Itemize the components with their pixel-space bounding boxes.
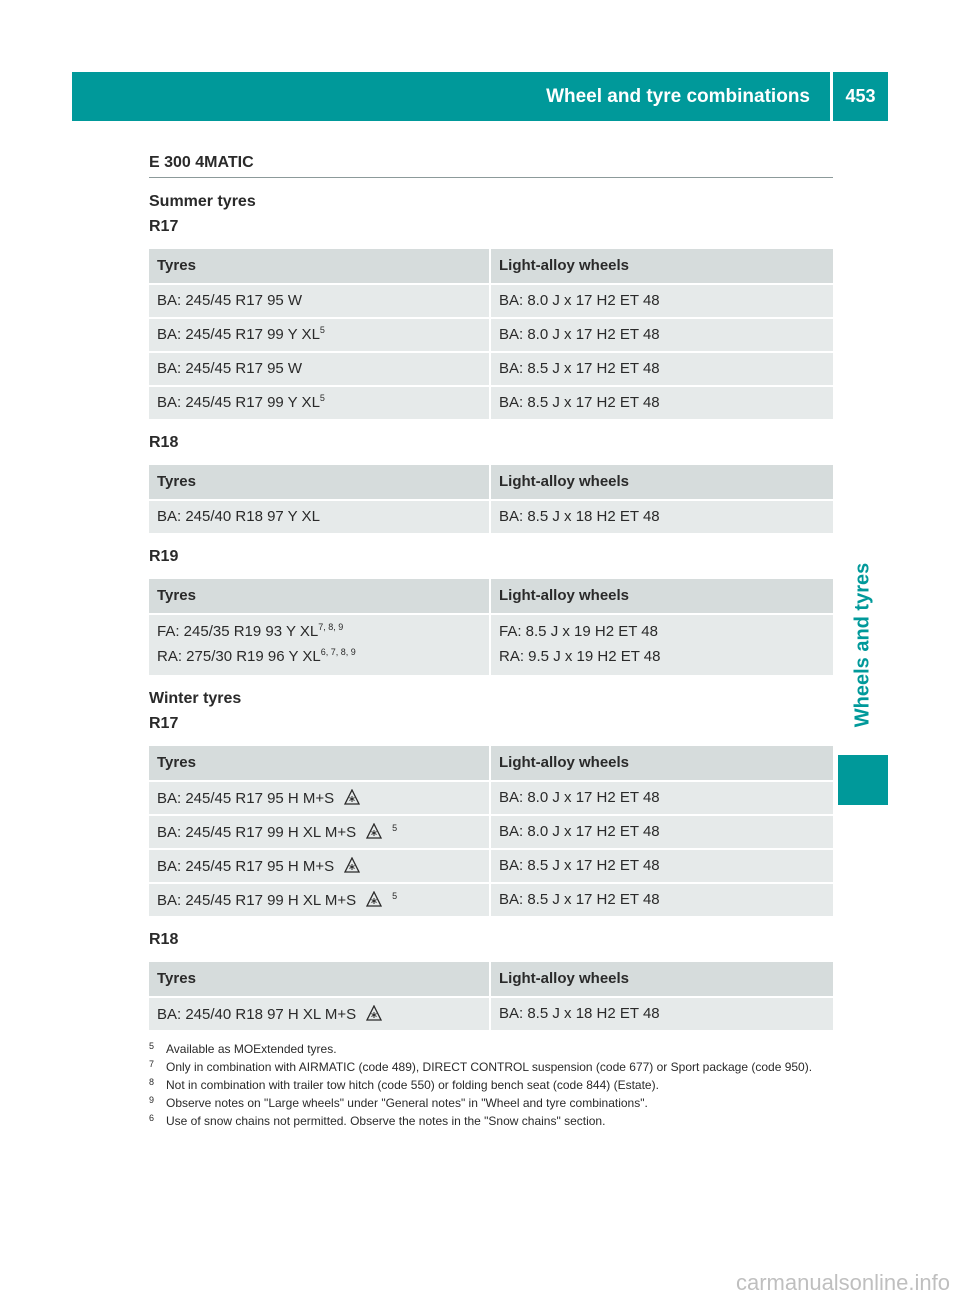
wheel-cell: BA: 8.5 J x 17 H2 ET 48: [491, 387, 833, 419]
wheel-cell: BA: 8.5 J x 18 H2 ET 48: [491, 998, 833, 1030]
summer-r18-label: R18: [149, 434, 179, 451]
col-header-tyres: Tyres: [149, 579, 491, 613]
col-header-tyres: Tyres: [149, 746, 491, 780]
col-header-wheels: Light-alloy wheels: [491, 746, 833, 780]
table-row: [149, 816, 833, 848]
footnote-ref: 5: [319, 393, 325, 403]
footnote-ref: 5: [319, 325, 325, 335]
col-header-tyres: Tyres: [149, 249, 491, 283]
mountain-snowflake-icon: [366, 891, 382, 907]
watermark: carmanualsonline.info: [735, 1270, 950, 1295]
tyre-cell: FA: 245/35 R19 93 Y XL$^{7, 8, 9}$ RA: 275/30 R19 96 Y XL$^{6, 7, 8, 9}$: [149, 615, 491, 675]
tyre-cell: BA: 245/40 R18 97 Y XL: [149, 501, 491, 533]
table-header-row: [149, 465, 833, 499]
tyre-cell: BA: 245/45 R17 95 H M+S: [149, 782, 491, 814]
winter-r18-table: [149, 960, 833, 1032]
tyre-cell: BA: 245/45 R17 95 W: [149, 285, 491, 317]
footnote: 9 Observe notes on "Large wheels" under "General notes" in "Wheel and tyre combinations".: [149, 1095, 648, 1110]
col-header-wheels: Light-alloy wheels: [491, 465, 833, 499]
col-header-wheels: Light-alloy wheels: [491, 579, 833, 613]
table-row: [149, 782, 833, 814]
table-row: [149, 501, 833, 533]
summer-r18-table: [149, 463, 833, 535]
side-tab-label: Wheels and tyres: [851, 562, 874, 728]
footnote-ref: 6, 7, 8, 9: [320, 647, 356, 657]
footnote-ref: 7, 8, 9: [318, 622, 344, 632]
summer-r17-table: [149, 247, 833, 421]
wheel-cell: BA: 8.0 J x 17 H2 ET 48: [491, 285, 833, 317]
tyre-cell: BA: 245/40 R18 97 H XL M+S: [149, 998, 491, 1030]
wheel-cell: BA: 8.0 J x 17 H2 ET 48: [491, 816, 833, 848]
table-row: [149, 353, 833, 385]
tyre-cell: BA: 245/45 R17 95 H M+S: [149, 850, 491, 882]
table-row: [149, 285, 833, 317]
summer-r17-label: R17: [149, 218, 179, 235]
wheel-cell: BA: 8.5 J x 17 H2 ET 48: [491, 884, 833, 916]
wheel-cell: BA: 8.0 J x 17 H2 ET 48: [491, 782, 833, 814]
page-header: [72, 72, 888, 121]
tyre-cell: BA: 245/45 R17 95 W: [149, 353, 491, 385]
col-header-wheels: Light-alloy wheels: [491, 249, 833, 283]
wheel-cell: BA: 8.5 J x 17 H2 ET 48: [491, 850, 833, 882]
tyre-cell: BA: 245/45 R17 99 Y $XL^5$: [149, 319, 491, 351]
wheel-cell: BA: 8.0 J x 17 H2 ET 48: [491, 319, 833, 351]
model-title: E 300 4MATIC: [149, 150, 833, 178]
winter-tyres-heading: Winter tyres: [149, 690, 242, 707]
table-row: [149, 319, 833, 351]
table-header-row: [149, 249, 833, 283]
side-tab: [838, 540, 888, 750]
mountain-snowflake-icon: [344, 789, 360, 805]
table-row: [149, 998, 833, 1030]
footnotes: [149, 1040, 833, 1130]
mountain-snowflake-icon: [366, 1005, 382, 1021]
table-row: [149, 615, 833, 675]
tyre-cell: BA: 245/45 R17 99 Y $XL^5$: [149, 387, 491, 419]
table-header-row: [149, 962, 833, 996]
table-header-row: [149, 579, 833, 613]
tyre-cell: BA: 245/45 R17 99 H XL M+S $^5$: [149, 884, 491, 916]
winter-r17-label: R17: [149, 715, 179, 732]
summer-r19-label: R19: [149, 548, 179, 565]
header-title: Wheel and tyre combinations: [546, 86, 810, 107]
footnote: 7 Only in combination with AIRMATIC (code 489), DIRECT CONTROL suspension (code 677) or Sport package (code 950).: [149, 1059, 813, 1074]
footnote-ref: 5: [392, 891, 398, 901]
wheel-cell: FA: 8.5 J x 19 H2 ET 48 RA: 9.5 J x 19 H2 ET 48: [491, 615, 833, 675]
mountain-snowflake-icon: [344, 857, 360, 873]
footnote-ref: 5: [392, 823, 398, 833]
table-header-row: [149, 746, 833, 780]
winter-r17-table: [149, 744, 833, 918]
table-row: [149, 387, 833, 419]
mountain-snowflake-icon: [366, 823, 382, 839]
tyre-cell: BA: 245/45 R17 99 H XL M+S $^5$: [149, 816, 491, 848]
wheel-cell: BA: 8.5 J x 17 H2 ET 48: [491, 353, 833, 385]
wheel-cell: BA: 8.5 J x 18 H2 ET 48: [491, 501, 833, 533]
footnote: 6 Use of snow chains not permitted. Observe the notes in the "Snow chains" section.: [149, 1113, 606, 1128]
footnote: 5 Available as MOExtended tyres.: [149, 1041, 337, 1056]
winter-r18-label: R18: [149, 931, 179, 948]
summer-tyres-heading: Summer tyres: [149, 193, 256, 210]
table-row: [149, 884, 833, 916]
table-row: [149, 850, 833, 882]
page-content: [149, 150, 833, 1130]
col-header-wheels: Light-alloy wheels: [491, 962, 833, 996]
col-header-tyres: Tyres: [149, 962, 491, 996]
page-number: 453: [845, 86, 876, 106]
side-tab-block: [838, 755, 888, 805]
summer-r19-table: [149, 577, 833, 677]
col-header-tyres: Tyres: [149, 465, 491, 499]
footnote: 8 Not in combination with trailer tow hitch (code 550) or folding bench seat (code 844) (Estate).: [149, 1077, 659, 1092]
